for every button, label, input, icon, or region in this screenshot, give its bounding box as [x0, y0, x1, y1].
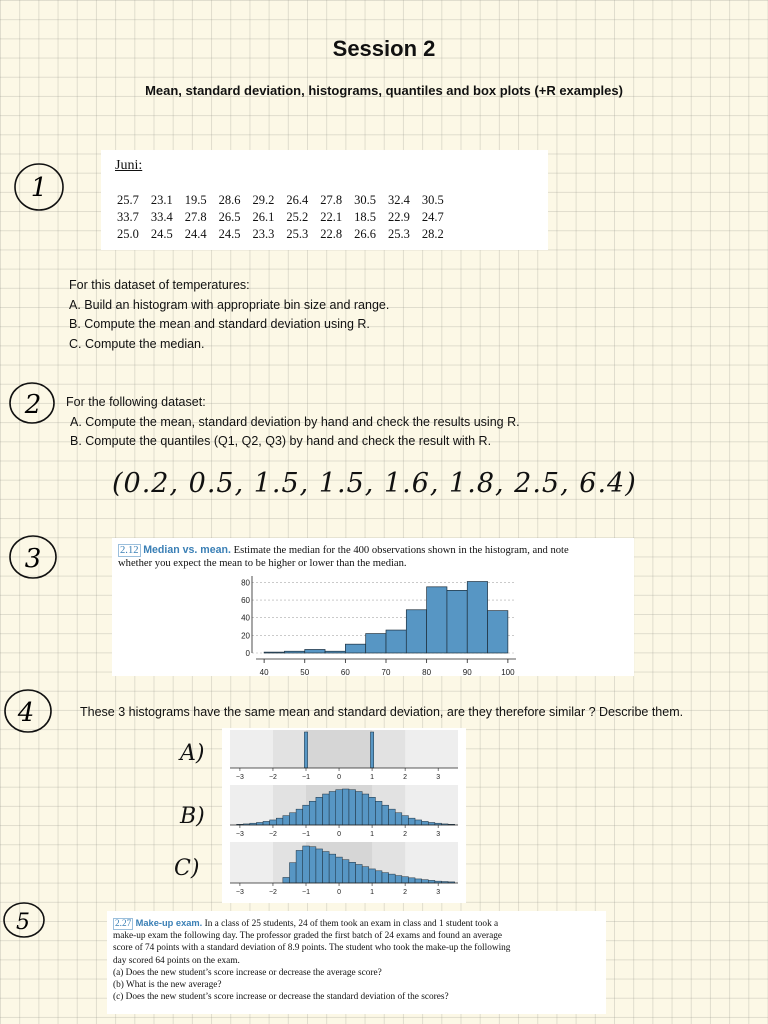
exercise-2-text [66, 393, 520, 452]
histogram-bar [270, 820, 277, 825]
histogram-bar [303, 805, 310, 825]
histogram-bar [323, 852, 330, 883]
y-tick-label: 60 [241, 596, 250, 606]
exercise-text-line: day scored 64 points on the exam. [113, 955, 240, 966]
marker-text: 4 [17, 698, 35, 728]
juni-values-table [111, 192, 450, 243]
table-cell: 28.2 [421, 227, 444, 241]
histogram-bar [395, 813, 402, 825]
histogram-bar [386, 630, 406, 653]
table-cell: 30.5 [354, 193, 376, 207]
histogram-bar [304, 732, 307, 768]
table-cell: 22.9 [388, 210, 410, 224]
x-tick-label: 2 [403, 889, 408, 896]
exercise-question: (c) Does the new student’s score increase or decrease the standard deviation of the scores? [113, 992, 449, 1003]
x-tick-label: 1 [370, 889, 375, 896]
histogram-bar [342, 789, 349, 825]
task-line: A. Compute the mean, standard deviation by hand and check the results using R. [70, 414, 520, 429]
three-histograms-card [222, 728, 466, 903]
panel-band-1sd [306, 730, 372, 768]
histogram-bar [366, 634, 386, 653]
exercise-text-line: whether you expect the mean to be higher or lower than the median. [118, 557, 407, 569]
histogram-bar [488, 611, 508, 653]
histogram-bar [305, 649, 325, 653]
histogram-bar [349, 862, 356, 883]
x-tick-label: −1 [302, 831, 310, 838]
x-tick-label: −1 [302, 889, 310, 896]
table-cell: 23.3 [252, 227, 275, 241]
juni-header: Juni: [115, 158, 143, 173]
exercise-text-line: Estimate the median for the 400 observations shown in the histogram, and note [233, 545, 569, 556]
table-cell: 28.6 [218, 193, 241, 207]
x-tick-label: 0 [337, 831, 341, 838]
x-tick-label: −3 [235, 774, 244, 781]
table-cell: 30.5 [421, 193, 444, 207]
x-tick-label: 70 [381, 668, 391, 676]
histogram-bar [415, 820, 422, 825]
circled-number-3 [6, 531, 62, 583]
histogram-bar [408, 818, 415, 825]
x-tick-label: −2 [268, 774, 277, 781]
marker-text: 1 [30, 173, 48, 203]
histogram-bar [309, 847, 316, 883]
histogram-bar [356, 792, 363, 825]
table-cell: 26.1 [252, 210, 275, 224]
histogram-bar [264, 652, 284, 653]
x-tick-label: 0 [337, 774, 341, 781]
x-tick-label: −2 [268, 889, 277, 896]
histogram-bar [325, 651, 345, 653]
label-a: A) [180, 741, 205, 766]
histogram-bar [415, 879, 422, 883]
histogram-bar [309, 801, 316, 825]
histogram-bar [283, 877, 290, 883]
table-cell: 24.4 [184, 227, 207, 241]
exercise-5-text [113, 917, 510, 1003]
x-tick-label: 3 [436, 831, 441, 838]
x-tick-label: 40 [259, 668, 269, 676]
circle-marker-icon [6, 531, 62, 583]
histogram-bar [375, 801, 382, 825]
exercise-3-card [112, 538, 634, 676]
table-cell: 24.5 [150, 227, 173, 241]
task-line: B. Compute the quantiles (Q1, Q2, Q3) by hand and check the result with R. [70, 434, 492, 448]
table-cell: 33.7 [117, 210, 139, 224]
table-cell: 24.7 [421, 210, 444, 224]
exercise-number: 2.27 [115, 919, 132, 929]
circle-marker-icon [2, 686, 58, 738]
histogram-bar [296, 809, 303, 825]
marker-text: 3 [24, 544, 42, 574]
x-tick-label: 3 [436, 774, 441, 781]
exercise-heading: Median vs. mean. [143, 544, 231, 556]
histogram-bar [422, 880, 429, 883]
task-line: For the following dataset: [66, 395, 206, 409]
x-tick-label: −3 [235, 831, 244, 838]
histogram-bar [375, 871, 382, 883]
histogram-bar [382, 805, 389, 825]
y-tick-label: 20 [241, 631, 250, 641]
task-line: A. Build an histogram with appropriate bin size and range. [69, 297, 390, 312]
table-cell: 27.8 [320, 193, 343, 207]
histogram-bar [369, 797, 376, 825]
table-cell: 25.7 [117, 193, 139, 207]
table-cell: 26.5 [218, 210, 241, 224]
table-cell: 32.4 [388, 193, 410, 207]
juni-data-card [101, 150, 548, 250]
histogram-bar [422, 821, 429, 825]
x-tick-label: 2 [403, 831, 408, 838]
exercise-text-line: score of 74 points with a standard deviation of 8.9 points. The student who took the make-up the following [113, 943, 511, 954]
table-cell: 18.5 [354, 210, 376, 224]
circled-number-2 [6, 378, 62, 430]
histogram-bar [289, 813, 296, 825]
exercise-question: (a) Does the new student’s score increase or decrease the average score? [113, 967, 382, 978]
x-tick-label: 100 [501, 668, 515, 676]
histogram-bar [284, 651, 304, 653]
circle-marker-icon [2, 900, 50, 942]
three-histograms [222, 728, 466, 903]
histogram-bar [395, 876, 402, 883]
histogram-bar [329, 854, 336, 883]
exercise-4-question: These 3 histograms have the same mean and standard deviation, are they therefore similar ? Describe them. [80, 705, 684, 719]
histogram-bar [382, 873, 389, 883]
x-tick-label: 3 [436, 889, 441, 896]
circled-number-1 [12, 158, 68, 214]
histogram-bar [369, 869, 376, 883]
x-tick-label: 1 [370, 831, 375, 838]
histogram-bar [356, 865, 363, 884]
table-cell: 25.0 [117, 227, 139, 241]
handwritten-dataset: (0.2, 0.5, 1.5, 1.5, 1.6, 1.8, 2.5, 6.4) [112, 468, 637, 499]
label-b: B) [180, 804, 205, 829]
histogram-bar [323, 794, 330, 825]
task-line: C. Compute the median. [69, 336, 205, 351]
x-tick-label: 1 [370, 774, 375, 781]
x-tick-label: 60 [340, 668, 350, 676]
histogram-bar [303, 846, 310, 883]
circled-number-4 [2, 686, 58, 738]
table-cell: 27.8 [184, 210, 207, 224]
x-tick-label: 90 [462, 668, 472, 676]
histogram-bar [362, 794, 369, 825]
table-cell: 22.1 [320, 210, 343, 224]
table-cell: 25.2 [286, 210, 309, 224]
histogram-bar [406, 610, 426, 653]
histogram-bar [447, 590, 467, 653]
histogram-bar [362, 867, 369, 883]
table-cell: 25.3 [286, 227, 309, 241]
histogram-bar [316, 797, 323, 825]
exercise-5-card [107, 911, 606, 1014]
exercise-heading: Make-up exam. [135, 918, 203, 928]
histogram-bar [289, 863, 296, 883]
table-cell: 33.4 [150, 210, 173, 224]
median-histogram [112, 538, 634, 676]
histogram-bar [349, 790, 356, 825]
circle-marker-icon [12, 158, 68, 214]
histogram-bar [402, 877, 409, 883]
x-tick-label: 50 [300, 668, 310, 676]
histogram-bar [283, 816, 290, 825]
exercise-text-line: make-up exam the following day. The professor graded the first batch of 24 exams and found an average [113, 931, 503, 942]
x-tick-label: 80 [422, 668, 432, 676]
marker-text: 5 [16, 910, 30, 935]
x-tick-label: 0 [337, 889, 341, 896]
label-c: C) [174, 856, 200, 881]
y-tick-label: 0 [245, 649, 250, 658]
table-cell: 22.8 [320, 227, 343, 241]
circled-number-5 [2, 900, 50, 942]
y-tick-label: 40 [241, 613, 250, 623]
table-row [111, 226, 450, 243]
table-cell: 23.1 [150, 193, 173, 207]
page-subtitle: Mean, standard deviation, histograms, quantiles and box plots (+R examples) [145, 83, 623, 98]
histogram-bar [329, 792, 336, 825]
table-cell: 19.5 [184, 193, 207, 207]
histogram-bar [296, 850, 303, 883]
table-cell: 25.3 [388, 227, 410, 241]
table-cell: 26.6 [354, 227, 376, 241]
task-line: For this dataset of temperatures: [69, 278, 250, 292]
y-tick-label: 80 [241, 578, 250, 588]
histogram-bar [263, 821, 270, 825]
histogram-bar [336, 790, 343, 825]
histogram-bar [342, 860, 349, 883]
x-tick-label: −2 [268, 831, 277, 838]
table-cell: 24.5 [218, 227, 241, 241]
table-row [111, 209, 450, 226]
histogram-bar [427, 587, 447, 653]
page-title: Session 2 [332, 36, 436, 61]
table-cell: 26.4 [286, 193, 309, 207]
exercise-1-text [69, 276, 389, 354]
exercise-number: 2.12 [120, 545, 139, 556]
exercise-question: (b) What is the new average? [113, 980, 222, 991]
table-row [111, 192, 450, 209]
exercise-text-line: In a class of 25 students, 24 of them took an exam in class and 1 student took a [204, 919, 499, 929]
x-tick-label: −3 [235, 889, 244, 896]
x-tick-label: −1 [302, 774, 310, 781]
histogram-bar [276, 818, 283, 825]
histogram-bar [389, 874, 396, 883]
table-cell: 29.2 [252, 193, 275, 207]
histogram-bar [467, 582, 487, 653]
histogram-bar [316, 849, 323, 883]
histogram-bar [408, 878, 415, 883]
histogram-bar [402, 816, 409, 825]
histogram-bar [345, 644, 365, 653]
histogram-bar [389, 809, 396, 825]
histogram-bar [336, 857, 343, 883]
histogram-bar [370, 732, 373, 768]
task-line: B. Compute the mean and standard deviation using R. [69, 317, 370, 331]
marker-text: 2 [24, 390, 42, 420]
x-tick-label: 2 [403, 774, 408, 781]
circle-marker-icon [6, 378, 62, 430]
